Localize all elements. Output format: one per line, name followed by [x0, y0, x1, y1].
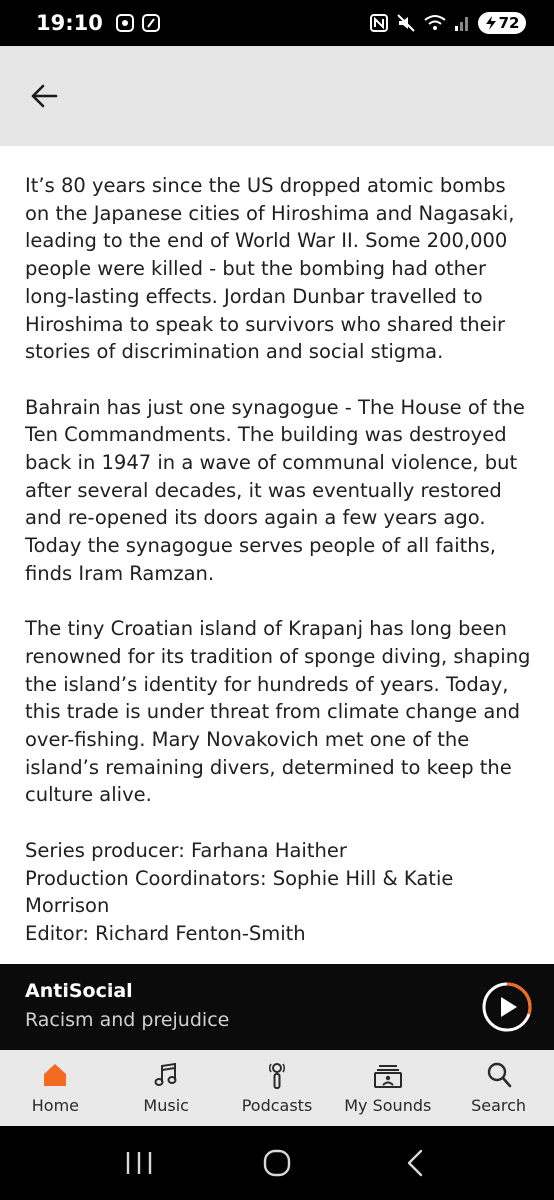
home-circle-icon	[262, 1148, 292, 1178]
search-icon	[485, 1061, 513, 1089]
arrow-left-icon	[30, 84, 58, 108]
nav-label: Search	[471, 1096, 527, 1115]
recent-apps-icon	[124, 1150, 154, 1176]
screenshot-icon	[115, 13, 135, 33]
nav-podcasts[interactable]	[222, 1050, 333, 1126]
mini-player-subtitle: Racism and prejudice	[25, 1009, 230, 1031]
nav-label: Home	[31, 1096, 80, 1115]
play-icon	[480, 980, 534, 1034]
episode-description	[25, 172, 533, 948]
credits	[25, 837, 533, 948]
wifi-icon	[424, 14, 446, 32]
description-paragraph: Bahrain has just one synagogue - The House of the Ten Commandments. The building was destroyed back in 1947 in a wave of communal violence, but after several decades, it was eventually restored and re-opened its doors again a few years ago. Today the synagogue serves people of all faiths, finds Iram Ramzan.	[25, 395, 525, 585]
battery-indicator	[478, 12, 526, 34]
system-navigation-bar	[0, 1126, 554, 1200]
battery-level: 72	[498, 14, 520, 32]
charging-icon	[485, 16, 497, 30]
nav-label: Music	[143, 1096, 189, 1115]
home-icon	[41, 1061, 69, 1089]
podcast-icon	[263, 1060, 291, 1090]
app-header	[0, 46, 554, 146]
music-note-icon	[152, 1061, 180, 1089]
nav-label: My Sounds	[344, 1096, 432, 1115]
credit-line: Editor: Richard Fenton-Smith	[25, 921, 306, 945]
system-back-button[interactable]	[385, 1143, 445, 1183]
mini-player[interactable]	[0, 964, 554, 1050]
back-button[interactable]	[22, 74, 66, 118]
chevron-left-icon	[405, 1149, 425, 1177]
signal-icon	[454, 14, 470, 32]
nav-label: Podcasts	[241, 1096, 313, 1115]
home-system-button[interactable]	[247, 1143, 307, 1183]
app-notification-icon	[141, 13, 161, 33]
nav-my-sounds[interactable]	[332, 1050, 443, 1126]
nav-music[interactable]	[111, 1050, 222, 1126]
status-bar	[0, 0, 554, 46]
credit-line: Production Coordinators: Sophie Hill & Katie Morrison	[25, 866, 454, 918]
description-paragraph: It’s 80 years since the US dropped atomic bombs on the Japanese cities of Hiroshima and Nagasaki, leading to the end of World War II. Some 200,000 people were killed - but the bombing had other long-lasting effects. Jordan Dunbar travelled to Hiroshima to speak to survivors who shared their stories of discrimination and social stigma.	[25, 174, 515, 364]
description-paragraph: The tiny Croatian island of Krapanj has long been renowned for its tradition of sponge diving, shaping the island’s identity for hundreds of years. Today, this trade is under threat from climate change and over-fishing. Mary Novakovich met one of the island’s remaining divers, determined to keep the culture alive.	[25, 617, 531, 807]
recent-apps-button[interactable]	[109, 1143, 169, 1183]
mute-icon	[396, 13, 416, 33]
mini-player-title: AntiSocial	[25, 980, 133, 1002]
status-time: 19:10	[36, 11, 103, 35]
nav-home[interactable]	[0, 1050, 111, 1126]
nfc-icon	[370, 14, 388, 32]
credit-line: Series producer: Farhana Haither	[25, 838, 347, 862]
play-button[interactable]	[480, 980, 534, 1034]
bottom-navigation	[0, 1050, 554, 1126]
my-sounds-icon	[373, 1061, 403, 1089]
nav-search[interactable]	[443, 1050, 554, 1126]
